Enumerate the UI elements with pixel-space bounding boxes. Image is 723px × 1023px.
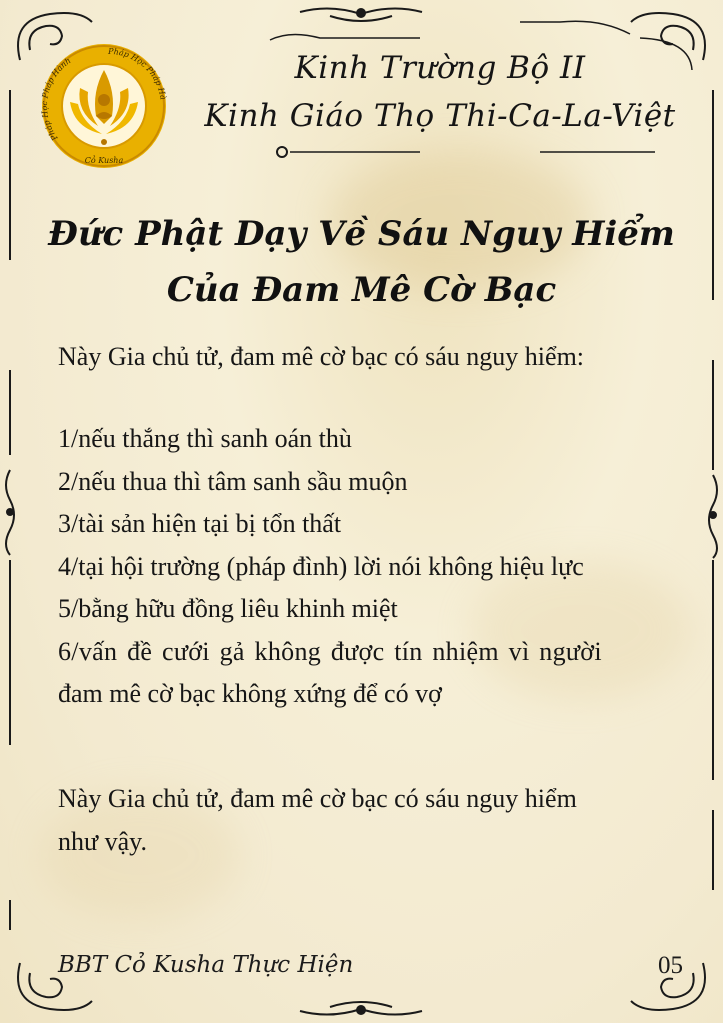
list-item: 2/nếu thua thì tâm sanh sầu muộn [58,466,408,496]
closing-text-line2: như vậy. [58,826,147,856]
closing-paragraph [58,778,690,863]
kusha-logo [40,42,168,170]
list-item: 5/bằng hữu đồng liêu khinh miệt [58,594,398,623]
list-item: 3/tài sản hiện tại bị tổn thất [58,509,342,538]
svg-text:Pháp Học Pháp Hành [40,56,73,143]
intro-text: Này Gia chủ tử, đam mê cờ bạc có sáu nguy hiểm: [58,342,585,371]
logo-ring-right-text: Pháp Học Pháp Hà [107,46,168,101]
svg-text:Pháp Học Pháp Hà [107,47,168,101]
dangers-list [58,418,690,716]
page-title-line1: Đức Phật Dạy Về Sáu Nguy Hiểm [48,214,675,254]
footer-credit: BBT Cỏ Kusha Thực Hiện [58,952,354,978]
list-item: 1/nếu thắng thì sanh oán thù [58,424,352,453]
sutta-collection-title: Kinh Trường Bộ II [294,50,586,86]
list-item: 6/vấn đề cưới gả không được tín nhiệm vì người [58,636,602,666]
logo-ring-left-text: Pháp Học Pháp Hành [40,56,73,143]
list-item: 4/tại hội trường (pháp đình) lời nói không hiệu lực [58,551,584,581]
page-number: 05 [658,952,683,979]
sutta-name: Kinh Giáo Thọ Thi-Ca-La-Việt [204,98,676,134]
intro-paragraph [58,336,690,379]
page-title-line2: Của Đam Mê Cờ Bạc [166,270,557,310]
list-item: đam mê cờ bạc không xứng để có vợ [58,679,442,708]
closing-text-line1: Này Gia chủ tử, đam mê cờ bạc có sáu nguy hiểm [58,784,577,813]
logo-ring-bottom-text: Cỏ Kusha [84,156,124,165]
